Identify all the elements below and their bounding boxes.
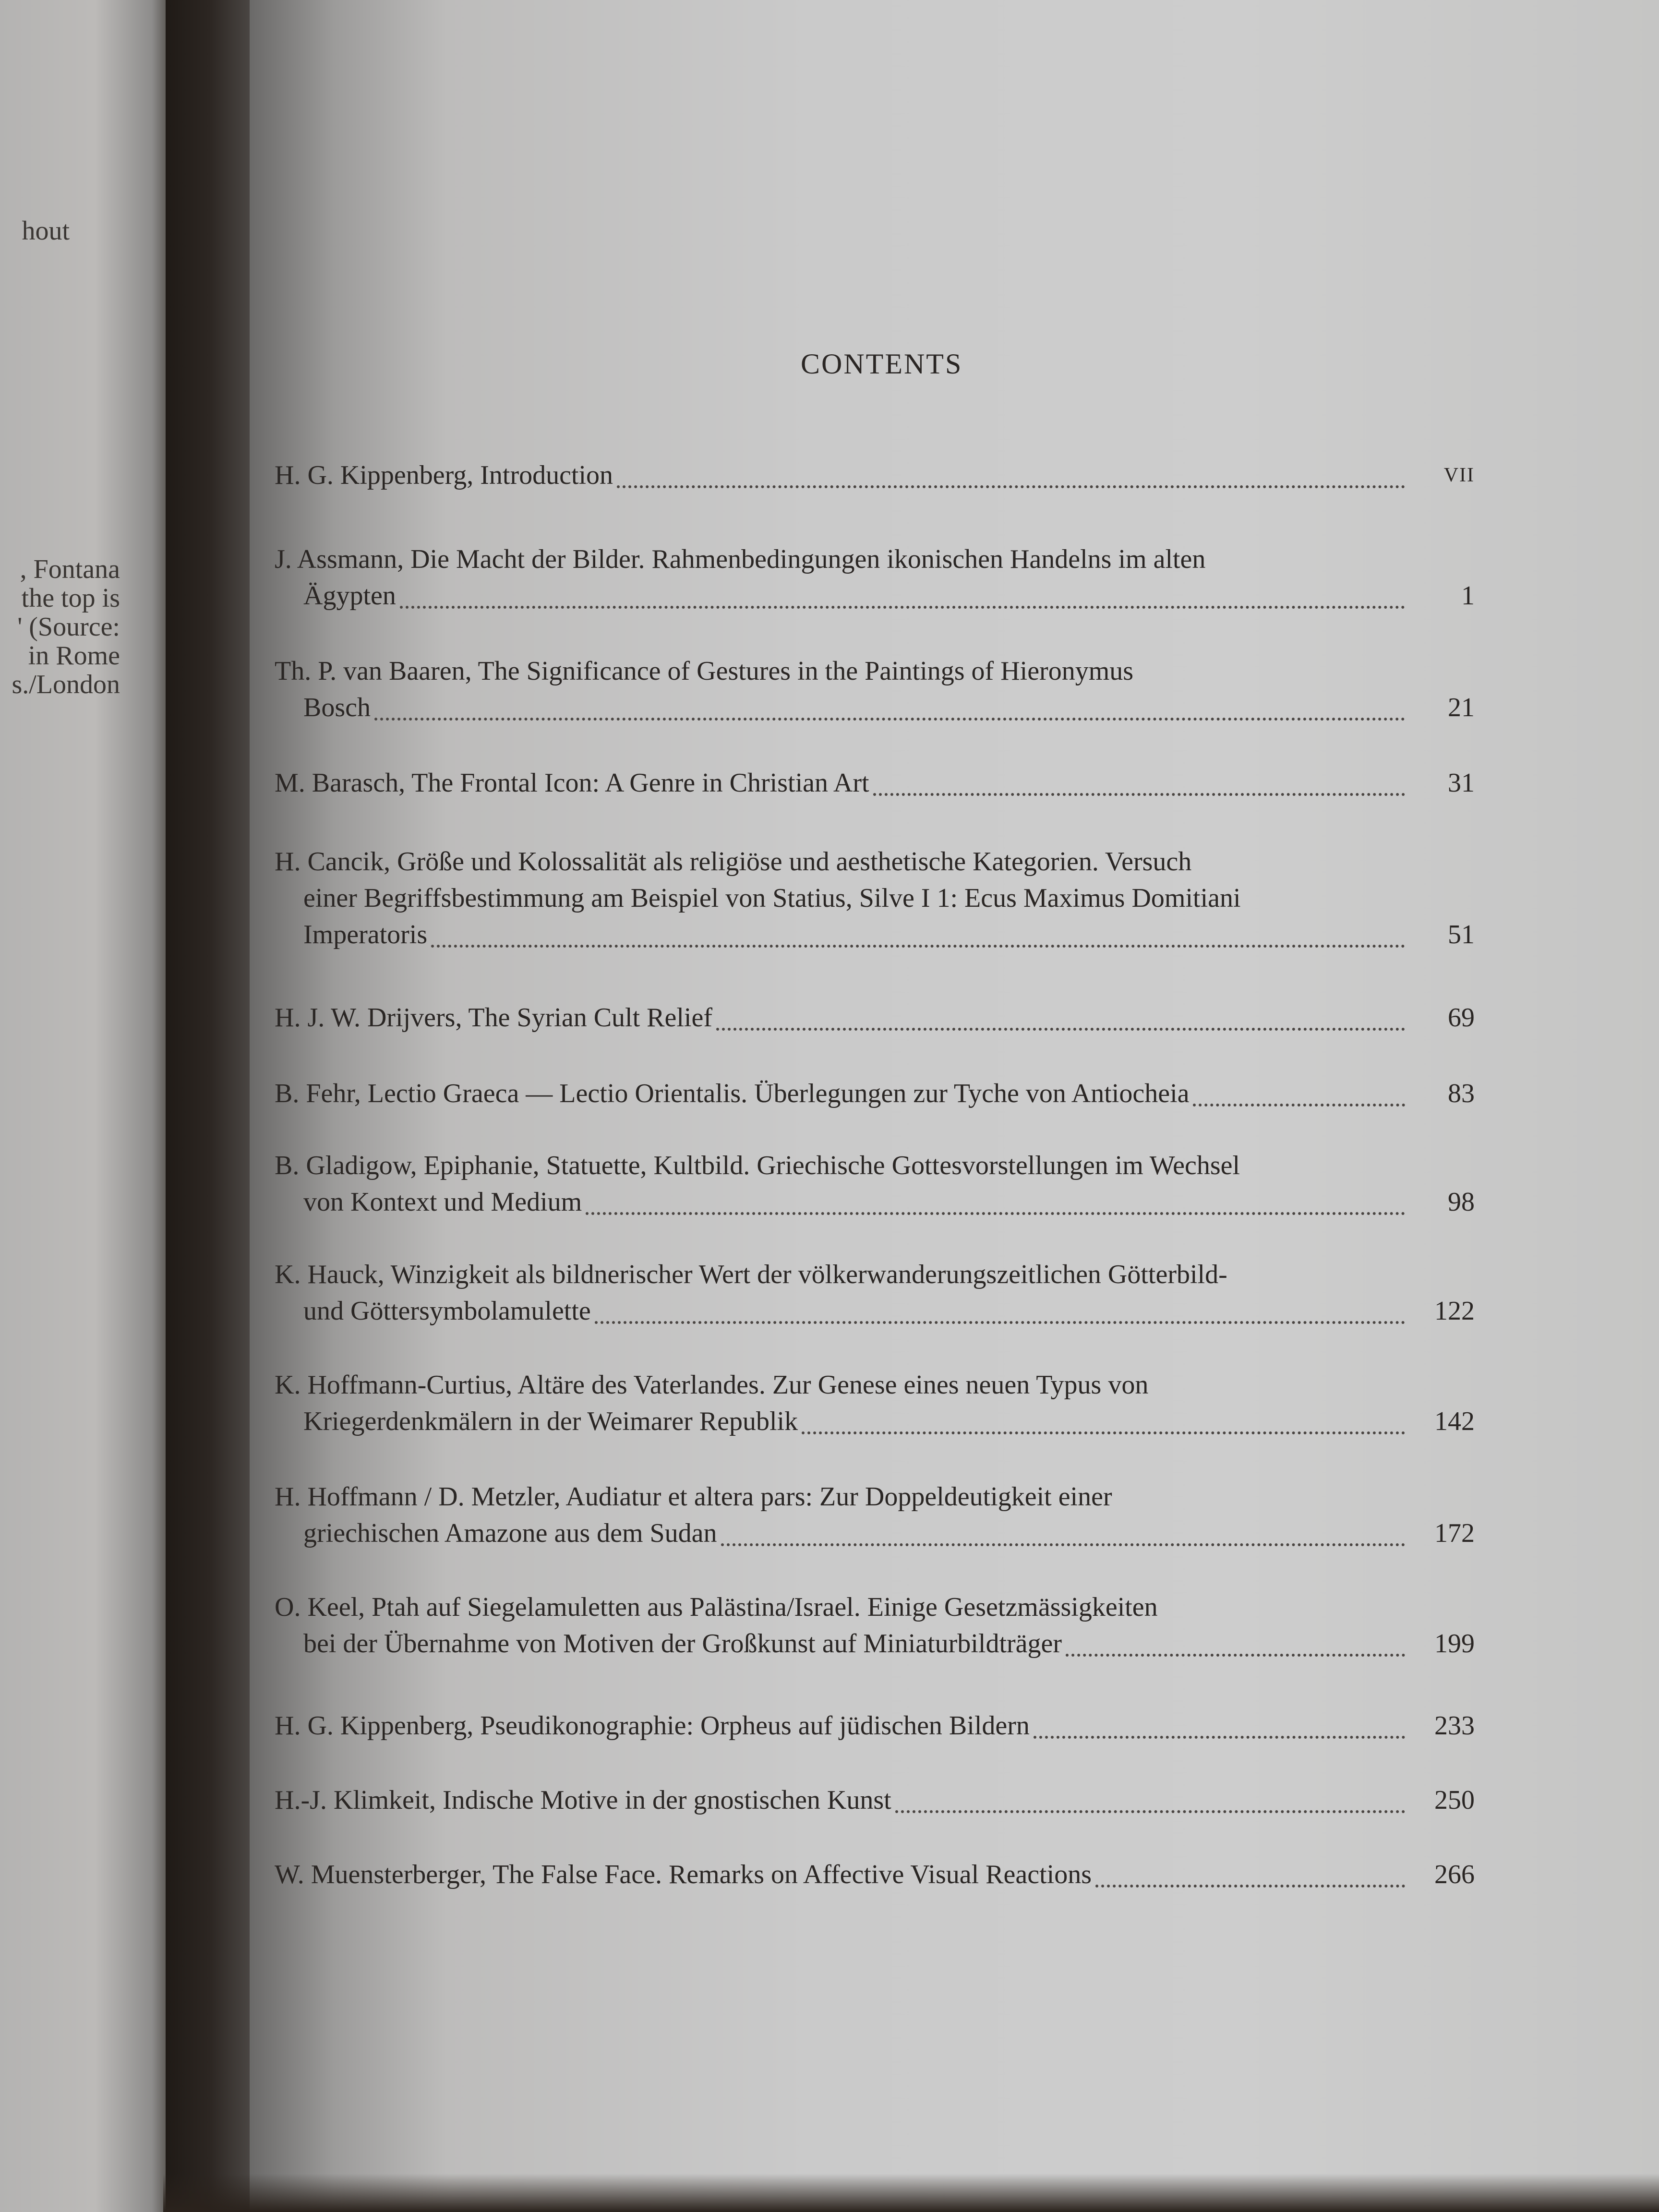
toc-entry [275,1590,1475,1663]
toc-dot-leader [1066,1620,1405,1657]
toc-dot-leader [721,1510,1405,1546]
toc-entry [275,845,1475,954]
page-title: CONTENTS [801,348,963,380]
toc-page-number: 233 [1434,1711,1475,1741]
toc-entry-title: H. J. W. Drijvers, The Syrian Cult Relief [275,1003,712,1033]
toc-page-number: 51 [1448,920,1475,950]
toc-entry-title-continuation: griechischen Amazone aus dem Sudan [303,1518,717,1548]
toc-dot-leader [873,759,1405,796]
toc-dot-leader [431,911,1405,948]
toc-entry [275,1001,1475,1037]
toc-dot-leader [895,1777,1405,1813]
toc-entry [275,654,1475,727]
toc-entry [275,1149,1475,1222]
toc-entry-title-continuation: Imperatoris [303,920,428,950]
toc-page-number: 250 [1434,1785,1475,1815]
left-page-fragment: s./London [12,670,120,699]
left-page-fragment: the top is [21,583,120,613]
toc-page-number: 142 [1434,1407,1475,1436]
left-page-fragment: , Fontana [20,554,120,584]
toc-entry-title-continuation: bei der Übernahme von Motiven der Großkunst auf Miniaturbildträger [303,1629,1062,1659]
toc-entry [275,1077,1475,1113]
page-bottom-shadow [163,2174,1659,2212]
toc-dot-leader [802,1398,1405,1434]
toc-entry [275,1783,1475,1820]
toc-dot-leader [716,994,1405,1031]
toc-dot-leader [1193,1070,1405,1106]
toc-entry-title: W. Muensterberger, The False Face. Remarks on Affective Visual Reactions [275,1860,1092,1889]
toc-entry [275,1709,1475,1745]
toc-entry-title-continuation: und Göttersymbolamulette [303,1296,591,1326]
toc-entry [275,1858,1475,1894]
toc-page-number: 122 [1434,1296,1475,1326]
toc-entry-title: O. Keel, Ptah auf Siegelamuletten aus Palästina/Israel. Einige Gesetzmässigkeiten [275,1592,1158,1622]
toc-entry [275,1368,1475,1441]
toc-page-number: 83 [1448,1079,1475,1108]
toc-page-number: 21 [1448,693,1475,722]
toc-page-number: 172 [1434,1518,1475,1548]
toc-entry-title: B. Gladigow, Epiphanie, Statuette, Kultbild. Griechische Gottesvorstellungen im Wechsel [275,1151,1240,1180]
toc-page-number: 1 [1461,581,1475,611]
toc-entry-title-continuation: Ägypten [303,581,396,611]
toc-entry-title: H. G. Kippenberg, Pseudikonographie: Orpheus auf jüdischen Bildern [275,1711,1030,1741]
toc-entry-title: Th. P. van Baaren, The Significance of Gestures in the Paintings of Hieronymus [275,656,1134,686]
toc-entry-title: H. Hoffmann / D. Metzler, Audiatur et altera pars: Zur Doppeldeutigkeit einer [275,1482,1112,1512]
toc-page-number: 199 [1434,1629,1475,1659]
toc-entry-title-continuation: Kriegerdenkmälern in der Weimarer Republik [303,1407,798,1436]
toc-entry-title: H. Cancik, Größe und Kolossalität als religiöse und aesthetische Kategorien. Versuch [275,847,1192,877]
toc-entry-title: K. Hauck, Winzigkeit als bildnerischer Wert der völkerwanderungszeitlichen Götterbild- [275,1260,1227,1289]
toc-entry [275,542,1475,615]
toc-entry-title: J. Assmann, Die Macht der Bilder. Rahmenbedingungen ikonischen Handelns im alten [275,544,1206,574]
toc-page-number: 31 [1448,768,1475,798]
left-page-fragment: ' (Source: [17,612,120,642]
toc-entry [275,766,1475,803]
toc-entry-title: H.-J. Klimkeit, Indische Motive in der gnostischen Kunst [275,1785,891,1815]
toc-entry-title-continuation: von Kontext und Medium [303,1187,582,1217]
toc-dot-leader [400,572,1405,609]
toc-entry [275,458,1475,495]
toc-page-number: 69 [1448,1003,1475,1033]
left-page-fragment: hout [22,216,70,246]
toc-page-number: 98 [1448,1187,1475,1217]
toc-page-number: 266 [1434,1860,1475,1889]
toc-dot-leader [586,1178,1405,1215]
toc-dot-leader [1034,1702,1405,1739]
toc-dot-leader [617,452,1405,488]
toc-entry-title: B. Fehr, Lectio Graeca — Lectio Orientalis. Überlegungen zur Tyche von Antiocheia [275,1079,1190,1108]
toc-entry-title-continuation: einer Begriffsbestimmung am Beispiel von Statius, Silve I 1: Ecus Maximus Domitiani [303,883,1241,913]
toc-dot-leader [374,684,1405,721]
toc-dot-leader [595,1287,1405,1324]
left-page [0,0,173,2212]
toc-dot-leader [1095,1851,1405,1887]
toc-entry-title: H. G. Kippenberg, Introduction [275,460,613,490]
toc-entry-title: M. Barasch, The Frontal Icon: A Genre in Christian Art [275,768,869,798]
toc-entry [275,1480,1475,1553]
toc-entry [275,1258,1475,1331]
toc-entry-title-continuation: Bosch [303,693,371,722]
toc-entry-title: K. Hoffmann-Curtius, Altäre des Vaterlandes. Zur Genese eines neuen Typus von [275,1370,1149,1400]
toc-page-number: VII [1443,464,1475,486]
left-page-fragment: in Rome [28,641,120,671]
